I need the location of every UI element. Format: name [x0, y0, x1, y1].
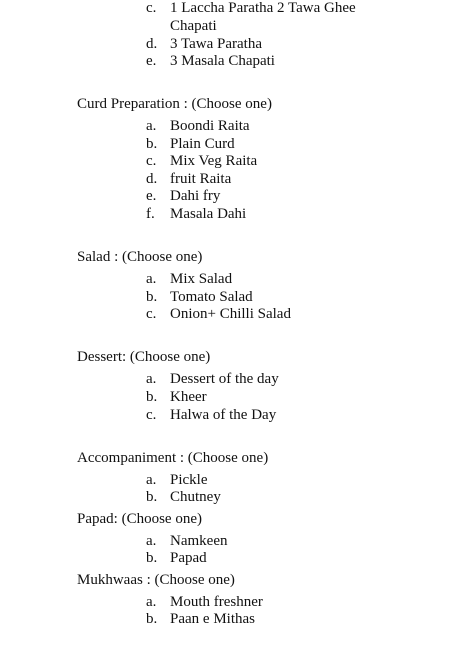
- list-item-text: Mix Veg Raita: [170, 153, 258, 169]
- list-item: [146, 489, 221, 506]
- list-item-text: Chutney: [170, 489, 221, 505]
- list-item-text: Mix Salad: [170, 271, 233, 287]
- list-item-text: Kheer: [170, 389, 207, 405]
- list-marker: c.: [146, 407, 157, 423]
- list-item: [146, 188, 220, 205]
- list-item: [146, 306, 291, 323]
- list-marker: b.: [146, 550, 158, 566]
- section-title-curd: Curd Preparation : (Choose one): [77, 96, 272, 112]
- list-marker: e.: [146, 188, 157, 204]
- list-item-text: Pickle: [170, 472, 208, 488]
- list-marker: a.: [146, 594, 157, 610]
- list-marker: b.: [146, 389, 158, 405]
- section-title-dessert: Dessert: (Choose one): [77, 349, 211, 365]
- list-item-text: 3 Tawa Paratha: [170, 36, 262, 52]
- list-item: [146, 53, 275, 70]
- list-item: [146, 136, 235, 153]
- list-item-text: Onion+ Chilli Salad: [170, 306, 291, 322]
- list-item-text: 3 Masala Chapati: [170, 53, 275, 69]
- list-marker: b.: [146, 136, 158, 152]
- list-marker: c.: [146, 0, 157, 16]
- list-item: [146, 550, 207, 567]
- list-item-text: fruit Raita: [170, 171, 232, 187]
- list-item-continuation: Chapati: [170, 18, 217, 34]
- list-item: [146, 389, 207, 406]
- list-item: [146, 153, 257, 170]
- list-marker: e.: [146, 53, 157, 69]
- list-marker: c.: [146, 153, 157, 169]
- list-marker: b.: [146, 489, 158, 505]
- section-title-salad: Salad : (Choose one): [77, 249, 203, 265]
- list-item: [146, 0, 356, 17]
- list-item-text: Dahi fry: [170, 188, 221, 204]
- list-item-text: Dessert of the day: [170, 371, 279, 387]
- list-item: [146, 271, 232, 288]
- list-marker: a.: [146, 472, 157, 488]
- list-item-text: Paan e Mithas: [170, 611, 255, 627]
- list-item: [146, 533, 227, 550]
- list-item: [146, 36, 262, 53]
- list-item: [146, 206, 246, 223]
- section-title-papad: Papad: (Choose one): [77, 511, 202, 527]
- list-item: [146, 118, 250, 135]
- list-item: [146, 472, 208, 489]
- list-item-text: Papad: [170, 550, 207, 566]
- list-marker: b.: [146, 611, 158, 627]
- list-marker: f.: [146, 206, 155, 222]
- list-marker: a.: [146, 118, 157, 134]
- section-title-accompaniment: Accompaniment : (Choose one): [77, 450, 269, 466]
- list-item-text: Namkeen: [170, 533, 228, 549]
- list-item: [146, 371, 279, 388]
- list-item-text: Tomato Salad: [170, 289, 253, 305]
- list-item: [146, 611, 255, 628]
- list-item: [146, 289, 253, 306]
- list-item: [146, 594, 263, 611]
- list-item: [146, 407, 276, 424]
- section-title-mukhwaas: Mukhwaas : (Choose one): [77, 572, 235, 588]
- list-marker: b.: [146, 289, 158, 305]
- list-marker: a.: [146, 533, 157, 549]
- list-item-text: 1 Laccha Paratha 2 Tawa Ghee: [170, 0, 356, 16]
- list-marker: c.: [146, 306, 157, 322]
- list-marker: d.: [146, 36, 158, 52]
- list-item-text: Mouth freshner: [170, 594, 263, 610]
- list-item-text: Plain Curd: [170, 136, 235, 152]
- list-item-text: Masala Dahi: [170, 206, 247, 222]
- list-item: [146, 171, 231, 188]
- list-marker: a.: [146, 371, 157, 387]
- list-item-text: Halwa of the Day: [170, 407, 277, 423]
- list-item-text: Boondi Raita: [170, 118, 250, 134]
- list-marker: a.: [146, 271, 157, 287]
- list-marker: d.: [146, 171, 158, 187]
